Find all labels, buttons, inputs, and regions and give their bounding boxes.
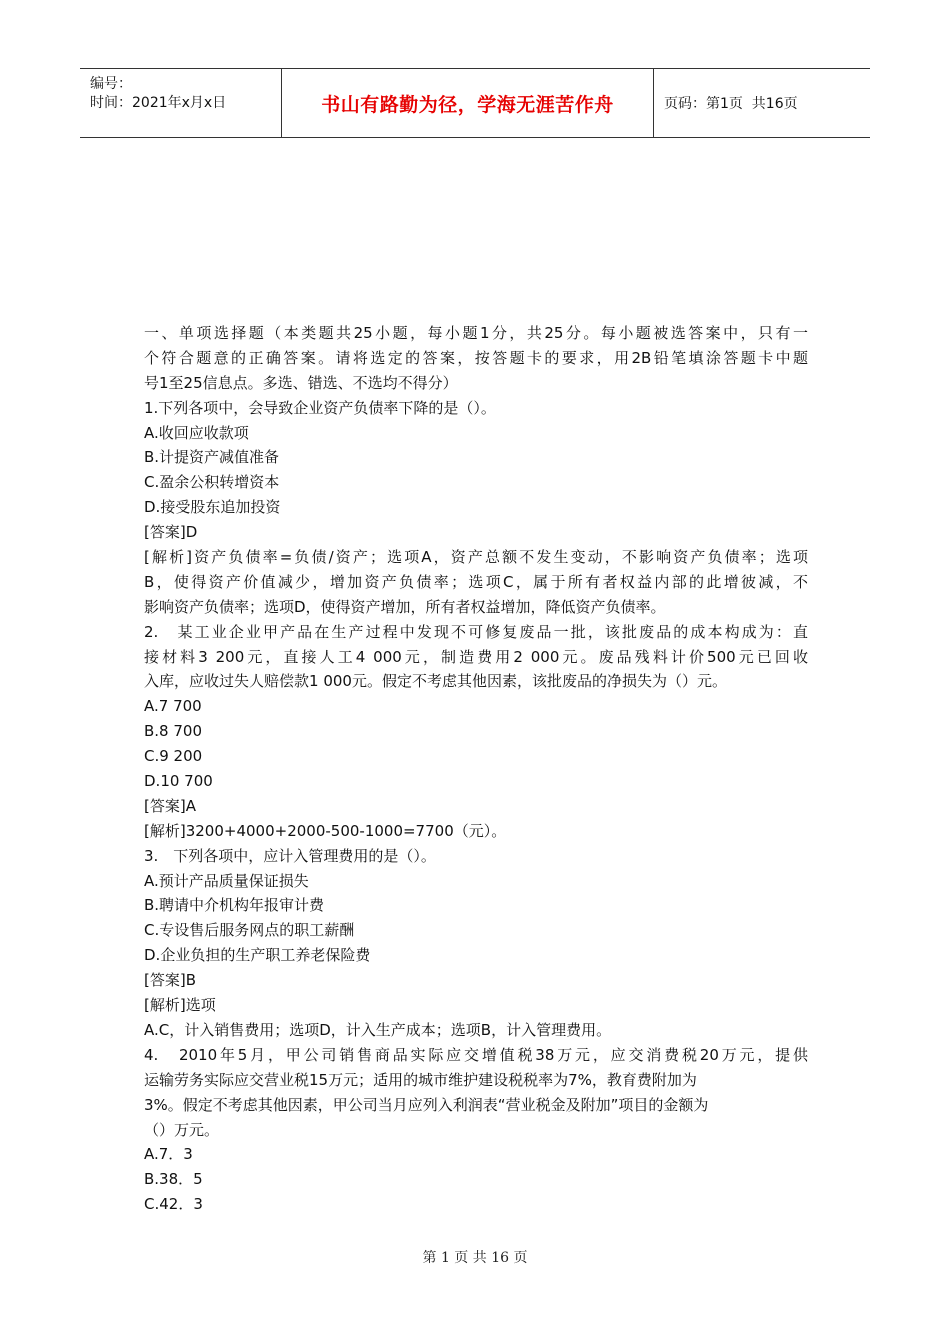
option-d: D.企业负担的生产职工养老保险费 bbox=[144, 946, 371, 965]
question-1: 1.下列各项中，会导致企业资产负债率下降的是（）。 bbox=[144, 398, 496, 417]
explanation: [解析]3200+4000+2000-500-1000=7700（元）。 bbox=[144, 821, 507, 840]
question-2: 接材料3 200元，直接人工4 000元，制造费用2 000元。废品残料计价500元已回收 bbox=[144, 647, 808, 666]
option-c: C.盈余公积转增资本 bbox=[144, 473, 280, 492]
page-header bbox=[80, 68, 870, 138]
question-2: 2. 某工业企业甲产品在生产过程中发现不可修复废品一批，该批废品的成本构成为：直 bbox=[144, 622, 808, 641]
answer: [答案]D bbox=[144, 523, 198, 542]
number-label: 编号： bbox=[90, 76, 132, 92]
option-b: B.计提资产减值准备 bbox=[144, 448, 280, 467]
question-2: 入库，应收过失人赔偿款1 000元。假定不考虑其他因素，该批废品的净损失为（）元。 bbox=[144, 672, 727, 691]
explanation: B，使得资产价值减少，增加资产负债率；选项C，属于所有者权益内部的此增彼减，不 bbox=[144, 572, 808, 591]
answer: [答案]A bbox=[144, 796, 196, 815]
question-4: 运输劳务实际应交营业税15万元；适用的城市维护建设税税率为7%，教育费附加为 bbox=[144, 1070, 697, 1089]
explanation: [解析]选项 bbox=[144, 996, 216, 1015]
question-4: 3%。假定不考虑其他因素，甲公司当月应列入利润表“营业税金及附加”项目的金额为 bbox=[144, 1095, 709, 1114]
explanation: 影响资产负债率；选项D，使得资产增加，所有者权益增加，降低资产负债率。 bbox=[144, 597, 666, 616]
option-d: D.接受股东追加投资 bbox=[144, 498, 281, 517]
header-motto: 书山有路勤为径，学海无涯苦作舟 bbox=[282, 69, 654, 137]
text-line: 一、单项选择题（本类题共25小题，每小题1分，共25分。每小题被选答案中，只有一 bbox=[144, 324, 808, 342]
option-b: B.8 700 bbox=[144, 722, 203, 741]
text-line: 号1至25信息点。多选、错选、不选均不得分） bbox=[144, 373, 458, 392]
option-a: A.7 700 bbox=[144, 697, 202, 716]
option-c: C.42．3 bbox=[144, 1195, 203, 1214]
option-c: C.9 200 bbox=[144, 747, 203, 766]
question-3: 3. 下列各项中，应计入管理费用的是（）。 bbox=[144, 846, 436, 865]
text-line: 个符合题意的正确答案。请将选定的答案，按答题卡的要求，用2B铅笔填涂答题卡中题 bbox=[144, 348, 808, 367]
header-page-info bbox=[654, 69, 870, 137]
option-b: B.聘请中介机构年报审计费 bbox=[144, 896, 325, 915]
answer: [答案]B bbox=[144, 971, 196, 990]
option-b: B.38．5 bbox=[144, 1170, 203, 1189]
page-info-text: 页码：第1页 共16页 bbox=[664, 96, 798, 112]
option-d: D.10 700 bbox=[144, 772, 213, 791]
option-a: A.7．3 bbox=[144, 1145, 193, 1164]
document-body bbox=[144, 321, 808, 1217]
question-4: （）万元。 bbox=[144, 1120, 220, 1139]
explanation: A.C，计入销售费用；选项D，计入生产成本；选项B，计入管理费用。 bbox=[144, 1020, 612, 1039]
option-a: A.收回应收款项 bbox=[144, 423, 249, 442]
option-a: A.预计产品质量保证损失 bbox=[144, 871, 309, 890]
page-footer: 第 1 页 共 16 页 bbox=[422, 1250, 528, 1266]
question-4: 4. 2010年5月，甲公司销售商品实际应交增值税38万元，应交消费税20万元，提供 bbox=[144, 1045, 808, 1064]
header-meta bbox=[80, 69, 282, 137]
explanation: [解析]资产负债率=负债/资产；选项A，资产总额不发生变动，不影响资产负债率；选项 bbox=[144, 548, 808, 567]
option-c: C.专设售后服务网点的职工薪酬 bbox=[144, 921, 355, 940]
time-label: 时间：2021年x月x日 bbox=[90, 95, 227, 111]
